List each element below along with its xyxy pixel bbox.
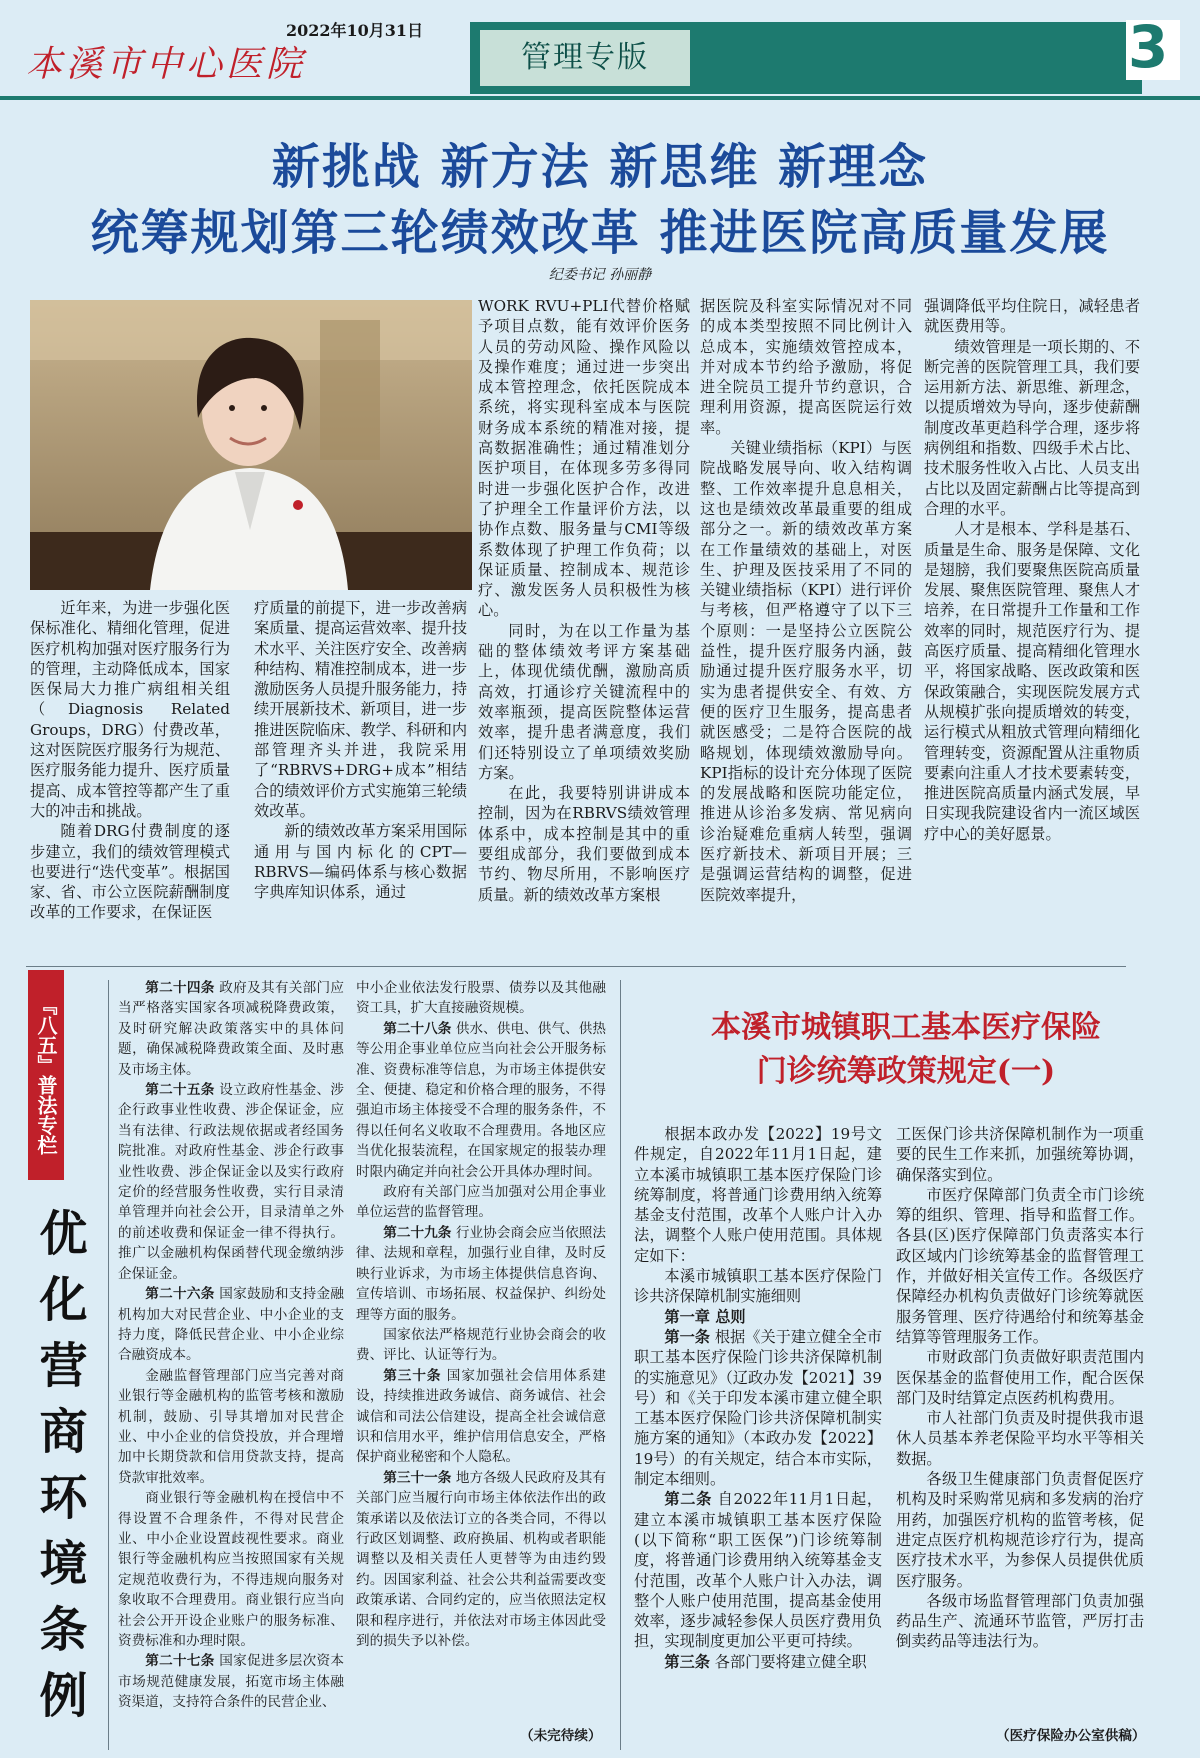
portrait-photo (30, 300, 472, 590)
article1-column-3 (478, 296, 690, 905)
article2-title-line2: 门诊统筹政策规定(一) (756, 1054, 1056, 1089)
paragraph: 关键业绩指标（KPI）与医院战略发展导向、收入结构调整、工作效率提升息息相关，这也是绩效改革最重要的组成部分之一。新的绩效改革方案在工作量绩效的基础上，对医生、护理及医技采用了不同的关键业绩指标（KPI）进行评价与考核，但严格遵守了以下三个原则：一是坚持公立医院公益性，提升医疗服务内涵，鼓励通过提升医疗服务水平，切实为患者提供安全、有效、方便的医疗卫生服务，提高患者就医感受；二是符合医院的战略规划，体现绩效激励导向。KPI指标的设计充分体现了医院的发展战略和医院功能定位，推进从诊治多发病、常见病向诊治疑难危重病人转型，强调医疗新技术、新项目开展；三是强调运营结构的调整，促进医院效率提升， (700, 439, 912, 904)
law-column-title: 优化营商环境条例 (31, 1208, 87, 1736)
article-paragraph: 第二十四条 政府及其有关部门应当严格落实国家各项减税降费政策，及时研究解决政策落实中的具体问题，确保减税降费政策全面、及时惠及市场主体。 (118, 980, 345, 1078)
law-column-tag: 『八五』普法专栏 (28, 970, 64, 1180)
policy-paragraph: 市医疗保障部门负责全市门诊统筹的组织、管理、指导和监督工作。各县(区)医疗保障部门负责落实本行政区域内门诊统筹基金的监督管理工作，并做好相关宣传工作。各级医疗保障经办机构负责做好门诊统筹就医服务管理、医疗待遇给付和统筹基金结算等管理服务工作。 (896, 1185, 1144, 1346)
article1-subheadline: 统筹规划第三轮绩效改革 推进医院高质量发展 (90, 205, 1110, 261)
article-paragraph: 第三十一条 地方各级人民政府及其有关部门应当履行向市场主体依法作出的政策承诺以及依法订立的各类合同，不得以行政区划调整、政府换届、机构或者职能调整以及相关责任人更替等为由违约毁约。因国家利益、社会公共利益需要改变政策承诺、合同约定的，应当依照法定权限和程序进行，并依法对市场主体因此受到的损失予以补偿。 (356, 1469, 607, 1649)
section-divider (26, 966, 1126, 967)
article-paragraph: 国家依法严格规范行业协会商会的收费、评比、认证等行为。 (356, 1326, 606, 1364)
paragraph: 绩效管理是一项长期的、不断完善的医院管理工具，我们要运用新方法、新思维、新理念，以提质增效为导向，逐步使薪酬制度改革更趋科学合理，逐步将病例组和指数、四级手术占比、技术服务性收入占比、人员支出占比以及固定薪酬占比等提高到合理的水平。 (924, 337, 1140, 518)
column-rule (108, 980, 109, 1750)
paragraph: WORK RVU+PLI代替价格赋予项目点数，能有效评价医务人员的劳动风险、操作风险以及操作难度；通过进一步突出成本管控理念，依托医院成本系统，将实现科室成本与医院财务成本系统的精准对接，提高数据准确性；通过精准划分医护项目，在体现多劳多得同时进一步强化医护合作，改进了护理全工作量评价方法，以协作点数、服务量与CMI等级系数体现了护理工作负荷；以保证质量、控制成本、规范诊疗、激发医务人员积极性为核心。 (478, 297, 690, 620)
article-paragraph: 中小企业依法发行股票、债券以及其他融资工具，扩大直接融资规模。 (356, 980, 606, 1017)
article1-column-2 (254, 598, 467, 902)
policy-paragraph: 第一条 根据《关于建立健全全市职工基本医疗保险门诊共济保障机制的实施意见》（辽政办发【2021】39号）和《关于印发本溪市建立健全职工基本医疗保险门诊共济保障机制实施方案的通知》（本政办发【2022】19号）的有关规定，结合本市实际，制定本细则。 (634, 1327, 883, 1489)
policy-paragraph: 各级卫生健康部门负责督促医疗机构及时采购常见病和多发病的治疗用药，加强医疗机构的监管考核，促进定点医疗机构规范诊疗行为，提高医疗技术水平，为参保人员提供优质医疗服务。 (896, 1470, 1144, 1590)
article-paragraph: 商业银行等金融机构在授信中不得设置不合理条件，不得对民营企业、中小企业设置歧视性要求。商业银行等金融机构应当按照国家有关规定规范收费行为，不得违规向服务对象收取不合理费用。商业银行应当向社会公开开设企业账户的服务标准、资费标准和办理时限。 (118, 1490, 344, 1649)
article1-column-5 (924, 296, 1140, 844)
policy-paragraph: 各级市场监督管理部门负责加强药品生产、流通环节监管，严厉打击倒卖药品等违法行为。 (896, 1591, 1144, 1651)
paragraph: 据医院及科室实际情况对不同的成本类型按照不同比例计入总成本，实施绩效管控成本，并对成本节约给予激励，将促进全院员工提升节约意识，合理利用资源，提高医院运行效率。 (700, 297, 912, 437)
law-column-2 (356, 978, 606, 1651)
paragraph: 近年来，为进一步强化医保标准化、精细化管理，促进医疗机构加强对医疗服务行为的管理，主动降低成本，国家医保局大力推广病组相关组（Diagnosis Related Groups，DRG）付费改革，这对医院医疗服务行为规范、医疗服务能力提升、医疗质量提高、成本管控等都产生了重大的冲击和挑战。 (30, 599, 230, 820)
paragraph: 强调降低平均住院日，减轻患者就医费用等。 (924, 297, 1140, 336)
article-paragraph: 第二十九条 行业协会商会应当依照法律、法规和章程，加强行业自律，及时反映行业诉求，为市场主体提供信息咨询、宣传培训、市场拓展、权益保护、纠纷处理等方面的服务。 (356, 1224, 607, 1323)
policy-paragraph: 第二条 自2022年11月1日起，建立本溪市城镇职工基本医疗保险(以下简称“职工医保”)门诊统筹制度，将普通门诊费用纳入统筹基金支付范围，改革个人账户计入办法，调整个人账户使用范围，提高基金使用效率，逐步减轻参保人员医疗费用负担，实现制度更加公平更可持续。 (634, 1490, 883, 1651)
policy-paragraph: 市财政部门负责做好职责范围内医保基金的监督使用工作，配合医保部门及时结算定点医药机构费用。 (896, 1348, 1144, 1407)
article-paragraph: 第二十六条 国家鼓励和支持金融机构加大对民营企业、中小企业的支持力度，降低民营企业、中小企业综合融资成本。 (118, 1286, 345, 1364)
policy-paragraph: 第一章 总则 (664, 1307, 746, 1326)
column-rule (620, 980, 621, 1750)
policy-paragraph: 本溪市城镇职工基本医疗保险门诊共济保障机制实施细则 (634, 1267, 882, 1306)
paragraph: 随着DRG付费制度的逐步建立，我们的绩效管理模式也要进行“迭代变革”。根据国家、省、市公立医院薪酬制度改革的工作要求，在保证医 (30, 822, 230, 922)
article1-headline: 新挑战 新方法 新思维 新理念 (271, 139, 929, 195)
article1-column-4 (700, 296, 912, 905)
policy-paragraph: 第三条 各部门要将建立健全职 (664, 1652, 867, 1671)
article1-column-1 (30, 598, 230, 923)
newspaper-logo: 本溪市中心医院 (26, 44, 307, 85)
paragraph: 人才是根本、学科是基石、质量是生命、服务是保障、文化是翅膀，我们要聚焦医院高质量发展、聚焦医院管理、聚焦人才培养，在日常提升工作量和工作效率的同时，规范医疗行为、提高医疗质量、提高精细化管理水平，将国家战略、医改政策和医保政策融合，实现医院发展方式从规模扩张向提质增效的转变，运行模式从粗放式管理向精细化管理转变，资源配置从注重物质要素向注重人才技术要素转变，推进医院高质量内涵式发展，早日实现我院建设省内一流区域医疗中心的美好愿景。 (924, 520, 1140, 843)
section-label: 管理专版 (480, 30, 690, 86)
article1-byline: 纪委书记 孙丽静 (548, 267, 652, 283)
article-paragraph: 第二十八条 供水、供电、供气、供热等公用企事业单位应当向社会公开服务标准、资费标准等信息，为市场主体提供安全、便捷、稳定和价格合理的服务，不得强迫市场主体接受不合理的服务条件，不得以任何名义收取不合理费用。各地区应当优化报装流程，在国家规定的报装办理时限内确定并向社会公开具体办理时间。 (356, 1020, 607, 1180)
article-paragraph: 政府有关部门应当加强对公用企事业单位运营的监督管理。 (356, 1184, 606, 1221)
policy-paragraph: 根据本政办发【2022】19号文件规定，自2022年11月1日起，建立本溪市城镇职工基本医疗保险门诊统筹制度，将普通门诊费用纳入统筹基金支付范围，改革个人账户计入办法，调整个人账户使用范围。具体规定如下： (634, 1125, 882, 1265)
header-rule (0, 96, 1200, 100)
paragraph: 疗质量的前提下，进一步改善病案质量、提高运营效率、提升技术水平、关注医疗安全、改善病种结构、精准控制成本，进一步激励医务人员提升服务能力，持续开展新技术、新项目，进一步推进医院临床、教学、科研和内部管理齐头并进，我院采用了“RBRVS+DRG+成本”相结合的绩效评价方式实施第三轮绩效改革。 (254, 599, 467, 820)
article2-headline (632, 1006, 1180, 1094)
issue-date: 2022年10月31日 (286, 21, 424, 40)
paragraph: 同时，为在以工作量为基础的整体绩效考评方案基础上，体现优绩优酬，激励高质高效，打通诊疗关键流程中的效率瓶颈，提高医院整体运营效率，提升患者满意度，我们们还特别设立了单项绩效奖励方案。 (478, 621, 690, 782)
law-column-1 (118, 978, 344, 1713)
article2-column-2 (896, 1124, 1144, 1652)
paragraph: 在此，我要特别讲讲成本控制，因为在RBRVS绩效管理体系中，成本控制是其中的重要组成部分，我们要做到成本节约、物尽所用，不影响医疗质量。新的绩效改革方案根 (478, 784, 690, 904)
article2-column-1 (634, 1124, 882, 1672)
to-be-continued-note: （未完待续） (520, 1728, 602, 1744)
article-paragraph: 第二十七条 国家促进多层次资本市场规范健康发展，拓宽市场主体融资渠道，支持符合条件的民营企业、 (118, 1653, 345, 1711)
article-paragraph: 第三十条 国家加强社会信用体系建设，持续推进政务诚信、商务诚信、社会诚信和司法公信建设，提高全社会诚信意识和信用水平，维护信用信息安全，严格保护商业秘密和个人隐私。 (356, 1367, 606, 1466)
policy-paragraph: 市人社部门负责及时提供我市退休人员基本养老保险平均水平等相关数据。 (896, 1409, 1144, 1468)
paragraph: 新的绩效改革方案采用国际通用与国内标化的CPT—RBRVS—编码体系与核心数据字典库知识体系，通过 (254, 822, 467, 902)
page-number: 3 (1128, 13, 1169, 81)
article-paragraph: 金融监督管理部门应当完善对商业银行等金融机构的监管考核和激励机制，鼓励、引导其增加对民营企业、中小企业的信贷投放，并合理增加中长期贷款和信用贷款支持，提高贷款审批效率。 (118, 1367, 344, 1486)
source-note: （医疗保险办公室供稿） (996, 1728, 1146, 1744)
article-paragraph: 第二十五条 设立政府性基金、涉企行政事业性收费、涉企保证金，应当有法律、行政法规依据或者经国务院批准。对政府性基金、涉企行政事业性收费、涉企保证金以及实行政府定价的经营服务性收费，实行目录清单管理并向社会公开，目录清单之外的前述收费和保证金一律不得执行。推广以金融机构保函替代现金缴纳涉企保证金。 (118, 1082, 345, 1282)
policy-paragraph: 工医保门诊共济保障机制作为一项重要的民生工作来抓，加强统筹协调，确保落实到位。 (896, 1125, 1144, 1184)
article2-title-line1: 本溪市城镇职工基本医疗保险 (711, 1010, 1101, 1045)
